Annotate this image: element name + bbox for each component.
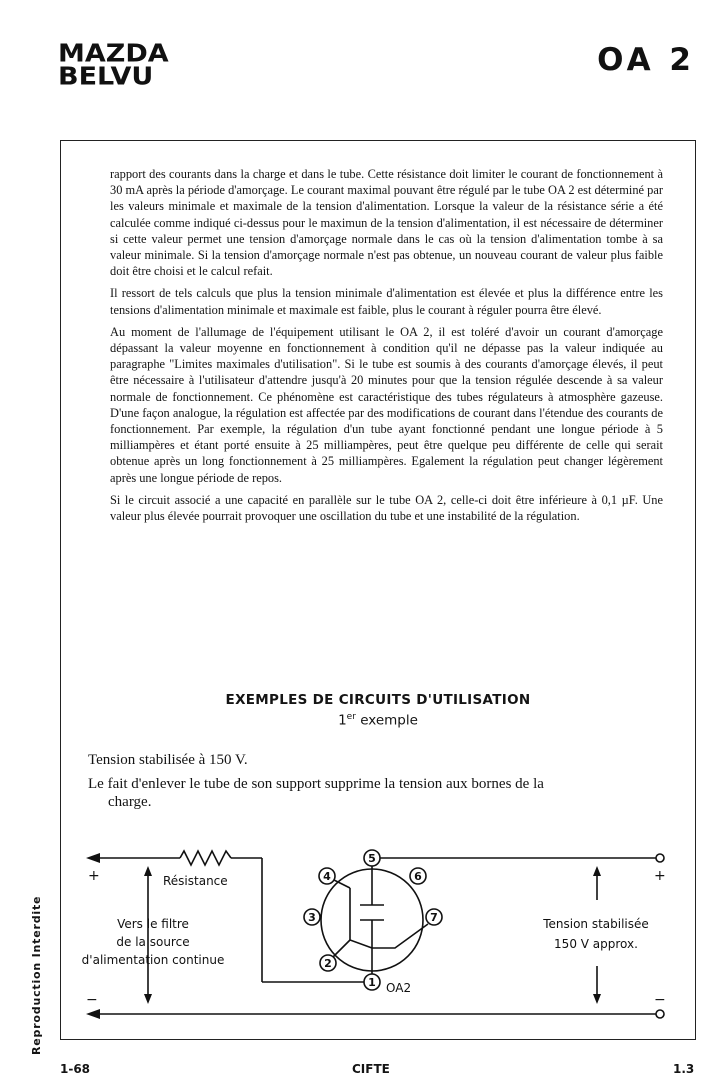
resistor (180, 851, 231, 865)
arrow-bottom-left (86, 1009, 100, 1019)
minus-right: − (654, 992, 666, 1008)
paragraph-4: Si le circuit associé a une capacité en parallèle sur le tube OA 2, celle-ci doit être inférieure à 0,1 µF. Une valeur plus élevée pourrait provoquer une oscillation du tube et une instabilité de la régulation. (110, 492, 663, 524)
example-para-first: Le fait d'enlever le tube de son support supprime la tension aux bornes de la (88, 776, 544, 792)
minus-left: − (86, 992, 98, 1008)
sub-word: exemple (355, 712, 418, 729)
brand-line-1: MAZDA (58, 39, 169, 68)
terminal-bottom-right (656, 1010, 664, 1018)
resistance-label: Résistance (163, 874, 228, 888)
pin-label-7: 7 (430, 911, 438, 924)
right-label-1: Tension stabilisée (543, 917, 649, 931)
footer-center: CIFTE (352, 1062, 390, 1076)
footer-right: 1.3 (673, 1062, 695, 1076)
pin-label-3: 3 (308, 911, 316, 924)
example-para-second: charge. (108, 794, 152, 810)
paragraph-2: Il ressort de tels calculs que plus la tension minimale d'alimentation est élevée et plus la différence entre les tensions d'alimentation minimale et maximale est faible, plus le courant à réguler pourra être élevé. (110, 286, 663, 317)
example-line: Tension stabilisée à 150 V. (88, 752, 248, 768)
pin-label-2: 2 (324, 957, 332, 970)
section-heading: EXEMPLES DE CIRCUITS D'UTILISATION (225, 692, 531, 708)
plus-left: + (88, 868, 100, 884)
brand-line-2: BELVU (58, 62, 154, 91)
footer-left: 1-68 (60, 1062, 91, 1076)
pin-label-5: 5 (368, 852, 376, 865)
arrow-top-left (86, 853, 100, 863)
sub-number: 1 (338, 712, 347, 729)
sub-superscript: er (346, 712, 356, 722)
plus-right: + (654, 868, 666, 884)
pin-label-1: 1 (368, 976, 376, 989)
side-text: Reproduction Interdite (30, 895, 43, 1055)
tube-label: OA2 (386, 981, 412, 995)
pin-label-6: 6 (414, 870, 422, 883)
paragraph-3: Au moment de l'allumage de l'équipement utilisant le OA 2, il est toléré d'avoir un courant d'amorçage dépassant la valeur moyenne en fonctionnement à condition qu'il ne dépasse pas la valeur indiquée au paragraphe "Limites maximales d'utilisation". Si le tube est soumis à des courants d'amorçage élevés, il peut être nécessaire à l'utilisateur d'attendre jusqu'à 20 minutes pour que la tension régulée descende à sa valeur normale de fonctionnement. Ce phénomène est caractéristique des tubes régulateurs à atmosphère gazeuse. D'une façon analogue, la régulation est affectée par des modifications de courant dans l'étendue des courants de fonctionnement. Par exemple, la régulation d'un tube ayant fonctionné pendant une longue période à 5 milliampères et étant porté ensuite à 25 milliampères, peut être quelque peu différente de celle qui serait obtenue après un long fonctionnement à 25 milliampères. Egalement la régulation peut changer légèrement après une longue période de repos. (110, 324, 663, 485)
pin-label-4: 4 (323, 870, 331, 883)
terminal-top-right (656, 854, 664, 862)
left-label-2: de la source (116, 935, 190, 949)
tube-code: OA 2 (597, 42, 695, 78)
left-label-1: Vers le filtre (117, 917, 189, 931)
right-label-2: 150 V approx. (554, 937, 638, 951)
paragraph-1: rapport des courants dans la charge et dans le tube. Cette résistance doit limiter le courant de fonctionnement à 30 mA après la période d'amorçage. Le courant maximal pouvant être régulé par le tube OA 2 est déterminé par les valeurs minimale et maximale de la tension d'alimentation. Lorsque la valeur de la résistance série a été calculée comme indiqué ci-dessus pour le maximun de la tension d'alimentation, il est nécessaire de déterminer si cette valeur permet une tension d'amorçage normale dans le cas où la tension d'alimentation tombe à sa valeur minimale. Si la tension d'amorçage normale n'est pas obtenue, un nouveau courant de valeur plus faible doit être choisi et le calcul refait. (110, 167, 663, 279)
left-label-3: d'alimentation continue (81, 953, 225, 967)
